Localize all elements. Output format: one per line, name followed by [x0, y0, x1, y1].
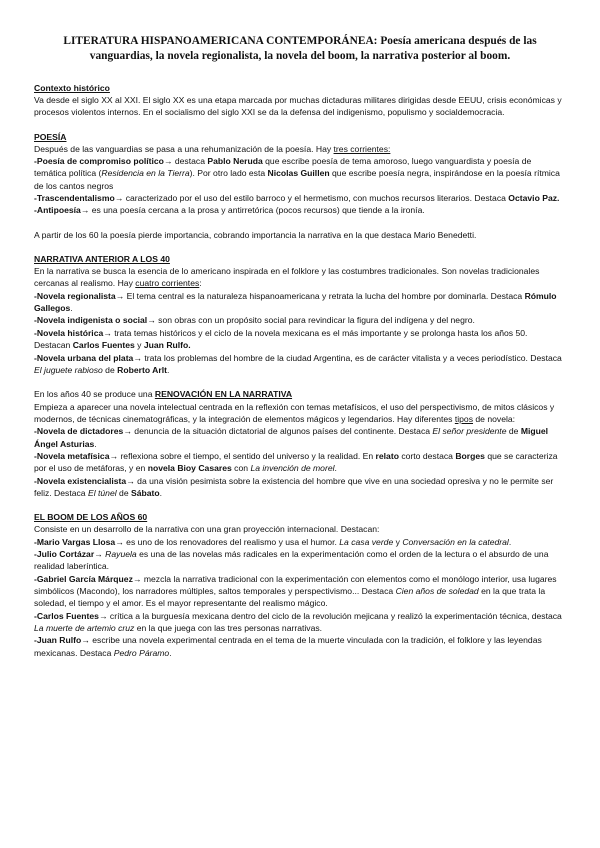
contexto-paragraph: Va desde el siglo XX al XXI. El siglo XX es una etapa marcada por muchas dictaduras militares dirigidas desde EEUU, crisis económicas y procesos violentos internos. En el socialismo del siglo XXI se da la defensa del indigenismo, populismo y socialdemocracia.: [34, 95, 562, 118]
narrativa40-intro: En la narrativa se busca la esencia de lo americano inspirada en el folklore y las costumbres tradicionales. Son novelas tradicionales cercanas al realismo. Hay cuatro corrientes:: [34, 266, 540, 289]
section-heading-contexto: Contexto histórico: [34, 83, 110, 93]
renovacion-item-3: -Novela existencialista→ da una visión pesimista sobre la existencia del hombre que vive en una sociedad opresiva y no le permite ser feliz. Destaca El túnel de Sábato.: [34, 475, 554, 498]
section-heading-narrativa-40: NARRATIVA ANTERIOR A LOS 40: [34, 254, 170, 265]
poesia-closing: A partir de los 60 la poesía pierde importancia, cobrando importancia la narrativa en la que destaca Mario Benedetti.: [34, 229, 477, 240]
renovacion-intro: Empieza a aparecer una novela intelectual centrada en la reflexión con temas metafísicos, el uso del perspectivismo, de mitos clásicos y modernos, de técnicas cinematográficas, y la integración de elementos mágicos y legendarios. Hay diferentes tipos de novela:: [34, 401, 555, 424]
document-title: LITERATURA HISPANOAMERICANA CONTEMPORÁNEA: Poesía americana después de las vanguardias, la novela regionalista, la novela del boom, la narrativa posterior al boom.: [63, 35, 537, 62]
document-page: [34, 34, 566, 659]
narrativa40-item-2: -Novela indigenista o social→ son obras con un propósito social para revindicar la figura del indígena y del negro.: [34, 315, 475, 326]
poesia-corriente-2: -Trascendentalismo→ caracterizado por el uso del estilo barroco y el hermetismo, con muchos recursos literarios. Destaca Octavio Paz.: [34, 193, 560, 204]
poesia-corriente-1: -Poesía de compromiso político→ destaca Pablo Neruda que escribe poesía de tema amoroso, luego vanguardista y poesía de temática política (Residencia en la Tierra). Por otro lado esta Nicolas Guillen que escribe poesía negra, inspirándose en la poesía rítmica de los cantos negros: [34, 156, 560, 191]
boom-item-1: -Mario Vargas Llosa→ es uno de los renovadores del realismo y usa el humor. La casa verde y Conversación en la catedral.: [34, 536, 512, 547]
renovacion-item-1: -Novela de dictadores→ denuncia de la situación dictatorial de algunos países del continente. Destaca El señor presidente de Miguel Ángel Asturias.: [34, 426, 549, 449]
section-heading-renovacion: RENOVACIÓN EN LA NARRATIVA: [154, 389, 293, 400]
poesia-intro: Después de las vanguardias se pasa a una rehumanización de la poesía. Hay tres corrientes:: [34, 143, 391, 154]
boom-item-2: -Julio Cortázar→ Rayuela es una de las novelas más radicales en la experimentación como el orden de la lectura o el absurdo de una realidad laberíntica.: [34, 548, 549, 572]
boom-item-5: -Juan Rulfo→ escribe una novela experimental centrada en el tema de la muerte vinculada con la tradición, el folklore y las leyendas mexicanas. Destaca Pedro Páramo.: [34, 635, 542, 658]
section-heading-poesia: POESÍA: [34, 131, 67, 142]
renovacion-item-2: -Novela metafísica→ reflexiona sobre el tiempo, el sentido del universo y la realidad. En relato corto destaca Borges que se caracteriza por el uso de metáforas, y en novela Bioy Casares con La invención de morel.: [34, 450, 558, 474]
narrativa40-item-4: -Novela urbana del plata→ trata los problemas del hombre de la ciudad Argentina, es de carácter vitalista y a veces periodístico. Destaca El juguete rabioso de Roberto Arlt.: [34, 352, 562, 375]
boom-intro: Consiste en un desarrollo de la narrativa con una gran proyección internacional. Destacan:: [34, 524, 380, 535]
boom-item-3: -Gabriel García Márquez→ mezcla la narrativa tradicional con la experimentación con elementos como el monólogo interior, usa lugares simbólicos (Macondo), los narradores múltiples, saltos temporales y perspectivismo... Destaca Cien años de soledad en la que trata la soledad, el tiempo y el amor. Es el mayor representante del realismo mágico.: [34, 573, 557, 609]
boom-item-4: -Carlos Fuentes→ crítica a la burguesía mexicana dentro del ciclo de la revolución mejicana y realizó la experimentación técnica, destaca La muerte de artemio cruz en la que juega con las tres personas narrativas.: [34, 610, 562, 634]
poesia-corriente-3: -Antipoesía→ es una poesía cercana a la prosa y antirretórica (pocos recursos) que tiende a la ironía.: [34, 205, 425, 216]
renovacion-heading-line: En los años 40 se produce una RENOVACIÓN EN LA NARRATIVA: [34, 389, 293, 400]
narrativa40-item-3: -Novela histórica→ trata temas históricos y el ciclo de la novela mexicana es el más importante y se prolonga hasta los años 50. Destacan Carlos Fuentes y Juan Rulfo.: [34, 327, 528, 351]
narrativa40-item-1: -Novela regionalista→ El tema central es la naturaleza hispanoamericana y retrata la lucha del hombre por dominarla. Destaca Rómulo Gallegos.: [34, 290, 557, 314]
section-heading-boom: EL BOOM DE LOS AÑOS 60: [34, 512, 148, 523]
